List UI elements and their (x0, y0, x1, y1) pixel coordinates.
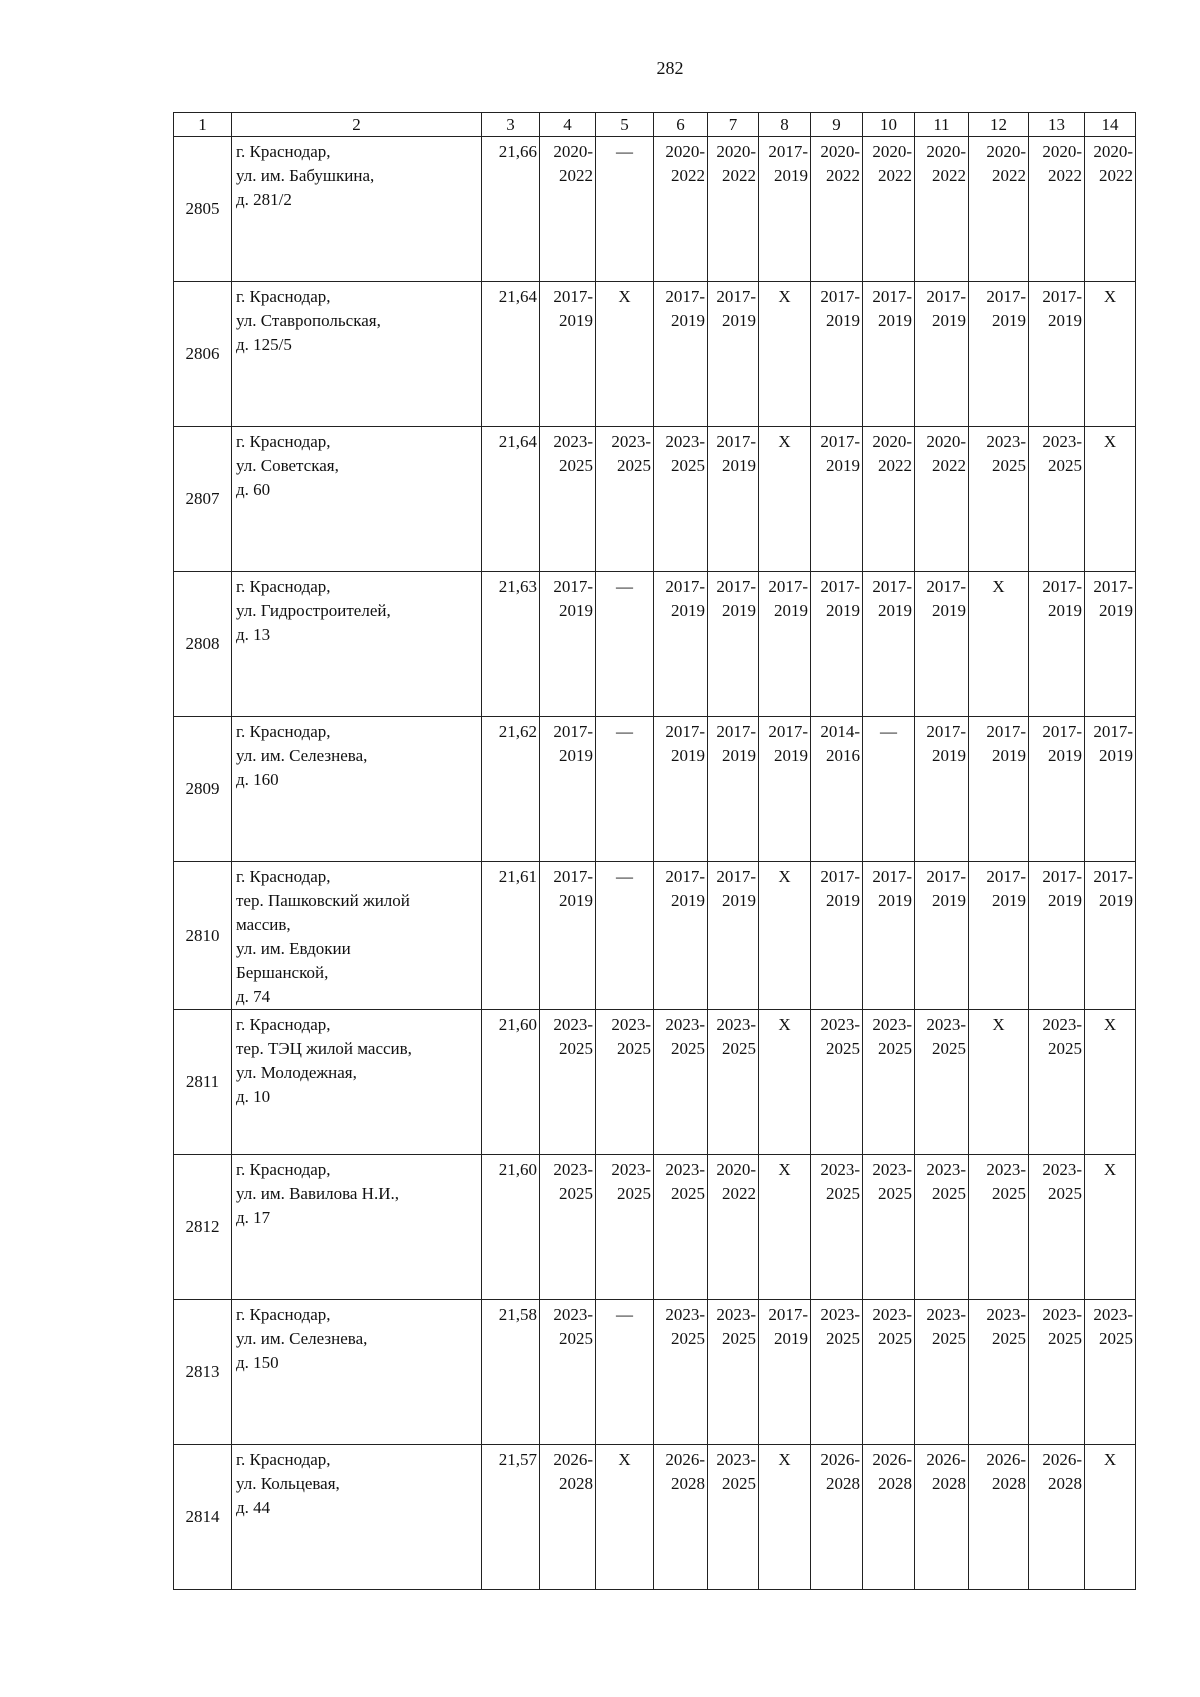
address-cell: г. Краснодар, ул. Гидростроителей, д. 13 (232, 572, 482, 717)
not-required-mark: Х (1085, 1010, 1136, 1155)
row-number: 2809 (174, 717, 232, 862)
period-cell: 2017- 2019 (811, 862, 863, 1010)
not-required-mark: Х (1085, 282, 1136, 427)
period-cell: 2023- 2025 (540, 427, 596, 572)
address-cell: г. Краснодар, ул. им. Бабушкина, д. 281/2 (232, 137, 482, 282)
dash-mark: — (596, 862, 654, 1010)
period-cell: 2023- 2025 (1029, 1010, 1085, 1155)
row-number: 2810 (174, 862, 232, 1010)
period-cell: 2017- 2019 (759, 1300, 811, 1445)
period-cell: 2023- 2025 (596, 1010, 654, 1155)
column-header-2: 2 (232, 113, 482, 137)
not-required-mark: Х (759, 1445, 811, 1590)
period-cell: 2023- 2025 (654, 1010, 708, 1155)
period-cell: 2023- 2025 (969, 427, 1029, 572)
period-cell: 2020- 2022 (811, 137, 863, 282)
row-number: 2813 (174, 1300, 232, 1445)
period-cell: 2017- 2019 (654, 717, 708, 862)
column-header-11: 11 (915, 113, 969, 137)
column-header-6: 6 (654, 113, 708, 137)
period-cell: 2023- 2025 (654, 1155, 708, 1300)
period-cell: 2020- 2022 (863, 137, 915, 282)
column-header-13: 13 (1029, 113, 1085, 137)
period-cell: 2017- 2019 (540, 282, 596, 427)
period-cell: 2017- 2019 (1085, 862, 1136, 1010)
period-cell: 2017- 2019 (969, 282, 1029, 427)
period-cell: 2017- 2019 (654, 572, 708, 717)
period-cell: 2017- 2019 (708, 717, 759, 862)
period-cell: 2017- 2019 (654, 282, 708, 427)
not-required-mark: Х (1085, 1445, 1136, 1590)
table-body (174, 113, 1136, 1590)
column-header-10: 10 (863, 113, 915, 137)
not-required-mark: Х (759, 862, 811, 1010)
period-cell: 2020- 2022 (915, 137, 969, 282)
column-header-14: 14 (1085, 113, 1136, 137)
column-header-12: 12 (969, 113, 1029, 137)
table-row (174, 282, 1136, 427)
column-header-4: 4 (540, 113, 596, 137)
row-number: 2806 (174, 282, 232, 427)
period-cell: 2026- 2028 (654, 1445, 708, 1590)
table-row (174, 862, 1136, 1010)
period-cell: 2020- 2022 (863, 427, 915, 572)
period-cell: 2017- 2019 (759, 717, 811, 862)
dash-mark: — (596, 137, 654, 282)
not-required-mark: Х (759, 427, 811, 572)
period-cell: 2023- 2025 (708, 1010, 759, 1155)
period-cell: 2020- 2022 (1085, 137, 1136, 282)
period-cell: 2023- 2025 (596, 427, 654, 572)
period-cell: 2026- 2028 (540, 1445, 596, 1590)
period-cell: 2026- 2028 (915, 1445, 969, 1590)
indicator-value-cell: 21,63 (482, 572, 540, 717)
period-cell: 2023- 2025 (811, 1010, 863, 1155)
table-row (174, 427, 1136, 572)
period-cell: 2017- 2019 (915, 862, 969, 1010)
period-cell: 2026- 2028 (1029, 1445, 1085, 1590)
indicator-value-cell: 21,58 (482, 1300, 540, 1445)
period-cell: 2017- 2019 (1085, 717, 1136, 862)
period-cell: 2020- 2022 (708, 137, 759, 282)
period-cell: 2020- 2022 (969, 137, 1029, 282)
period-cell: 2017- 2019 (708, 427, 759, 572)
not-required-mark: Х (1085, 1155, 1136, 1300)
dash-mark: — (596, 1300, 654, 1445)
period-cell: 2023- 2025 (969, 1155, 1029, 1300)
row-number: 2811 (174, 1010, 232, 1155)
not-required-mark: Х (759, 1010, 811, 1155)
period-cell: 2017- 2019 (1029, 717, 1085, 862)
address-cell: г. Краснодар, ул. Советская, д. 60 (232, 427, 482, 572)
address-cell: г. Краснодар, ул. Ставропольская, д. 125/5 (232, 282, 482, 427)
column-header-9: 9 (811, 113, 863, 137)
column-header-7: 7 (708, 113, 759, 137)
table-row (174, 137, 1136, 282)
period-cell: 2023- 2025 (863, 1010, 915, 1155)
column-header-1: 1 (174, 113, 232, 137)
period-cell: 2014- 2016 (811, 717, 863, 862)
column-header-3: 3 (482, 113, 540, 137)
period-cell: 2023- 2025 (654, 427, 708, 572)
dash-mark: — (596, 572, 654, 717)
period-cell: 2017- 2019 (863, 282, 915, 427)
not-required-mark: Х (969, 1010, 1029, 1155)
not-required-mark: Х (969, 572, 1029, 717)
not-required-mark: Х (1085, 427, 1136, 572)
page-number: 282 (656, 58, 684, 78)
indicator-value-cell: 21,64 (482, 427, 540, 572)
address-cell: г. Краснодар, ул. им. Селезнева, д. 150 (232, 1300, 482, 1445)
period-cell: 2020- 2022 (708, 1155, 759, 1300)
period-cell: 2017- 2019 (1029, 862, 1085, 1010)
row-number: 2812 (174, 1155, 232, 1300)
period-cell: 2023- 2025 (1029, 1155, 1085, 1300)
indicator-value-cell: 21,66 (482, 137, 540, 282)
period-cell: 2017- 2019 (811, 427, 863, 572)
period-cell: 2023- 2025 (654, 1300, 708, 1445)
row-number: 2814 (174, 1445, 232, 1590)
period-cell: 2017- 2019 (654, 862, 708, 1010)
row-number: 2805 (174, 137, 232, 282)
period-cell: 2017- 2019 (863, 862, 915, 1010)
period-cell: 2023- 2025 (863, 1300, 915, 1445)
period-cell: 2020- 2022 (915, 427, 969, 572)
period-cell: 2026- 2028 (811, 1445, 863, 1590)
period-cell: 2017- 2019 (969, 862, 1029, 1010)
period-cell: 2017- 2019 (915, 717, 969, 862)
address-cell: г. Краснодар, ул. им. Вавилова Н.И., д. 17 (232, 1155, 482, 1300)
address-cell: г. Краснодар, тер. ТЭЦ жилой массив, ул. Молодежная, д. 10 (232, 1010, 482, 1155)
period-cell: 2017- 2019 (1029, 572, 1085, 717)
period-cell: 2017- 2019 (759, 137, 811, 282)
period-cell: 2017- 2019 (540, 572, 596, 717)
not-required-mark: Х (759, 1155, 811, 1300)
period-cell: 2017- 2019 (811, 282, 863, 427)
table-row (174, 1445, 1136, 1590)
not-required-mark: Х (596, 282, 654, 427)
table-row (174, 1155, 1136, 1300)
period-cell: 2023- 2025 (811, 1155, 863, 1300)
period-cell: 2020- 2022 (654, 137, 708, 282)
address-cell: г. Краснодар, ул. Кольцевая, д. 44 (232, 1445, 482, 1590)
indicator-value-cell: 21,57 (482, 1445, 540, 1590)
indicator-value-cell: 21,61 (482, 862, 540, 1010)
period-cell: 2020- 2022 (540, 137, 596, 282)
dash-mark: — (596, 717, 654, 862)
period-cell: 2023- 2025 (540, 1155, 596, 1300)
period-cell: 2023- 2025 (863, 1155, 915, 1300)
period-cell: 2023- 2025 (708, 1300, 759, 1445)
period-cell: 2023- 2025 (1029, 1300, 1085, 1445)
indicator-value-cell: 21,60 (482, 1010, 540, 1155)
period-cell: 2017- 2019 (759, 572, 811, 717)
period-cell: 2017- 2019 (708, 572, 759, 717)
period-cell: 2017- 2019 (863, 572, 915, 717)
period-cell: 2023- 2025 (915, 1155, 969, 1300)
column-header-5: 5 (596, 113, 654, 137)
address-cell: г. Краснодар, ул. им. Селезнева, д. 160 (232, 717, 482, 862)
table-row (174, 717, 1136, 862)
period-cell: 2023- 2025 (540, 1300, 596, 1445)
period-cell: 2023- 2025 (915, 1010, 969, 1155)
indicator-value-cell: 21,60 (482, 1155, 540, 1300)
period-cell: 2017- 2019 (708, 862, 759, 1010)
indicator-value-cell: 21,64 (482, 282, 540, 427)
period-cell: 2017- 2019 (915, 282, 969, 427)
not-required-mark: Х (759, 282, 811, 427)
period-cell: 2017- 2019 (540, 862, 596, 1010)
indicator-value-cell: 21,62 (482, 717, 540, 862)
period-cell: 2017- 2019 (915, 572, 969, 717)
housing-register-table (173, 112, 1136, 1590)
period-cell: 2017- 2019 (540, 717, 596, 862)
table-row (174, 1300, 1136, 1445)
period-cell: 2020- 2022 (1029, 137, 1085, 282)
column-header-8: 8 (759, 113, 811, 137)
period-cell: 2023- 2025 (540, 1010, 596, 1155)
period-cell: 2023- 2025 (915, 1300, 969, 1445)
row-number: 2808 (174, 572, 232, 717)
table-row (174, 1010, 1136, 1155)
period-cell: 2023- 2025 (969, 1300, 1029, 1445)
period-cell: 2017- 2019 (811, 572, 863, 717)
period-cell: 2017- 2019 (1085, 572, 1136, 717)
period-cell: 2023- 2025 (1029, 427, 1085, 572)
period-cell: 2023- 2025 (811, 1300, 863, 1445)
dash-mark: — (863, 717, 915, 862)
column-number-header-row (174, 113, 1136, 137)
period-cell: 2017- 2019 (708, 282, 759, 427)
period-cell: 2026- 2028 (863, 1445, 915, 1590)
period-cell: 2023- 2025 (708, 1445, 759, 1590)
period-cell: 2017- 2019 (969, 717, 1029, 862)
period-cell: 2023- 2025 (1085, 1300, 1136, 1445)
period-cell: 2017- 2019 (1029, 282, 1085, 427)
not-required-mark: Х (596, 1445, 654, 1590)
address-cell: г. Краснодар, тер. Пашковский жилой массив, ул. им. Евдокии Бершанской, д. 74 (232, 862, 482, 1010)
row-number: 2807 (174, 427, 232, 572)
period-cell: 2026- 2028 (969, 1445, 1029, 1590)
table-row (174, 572, 1136, 717)
period-cell: 2023- 2025 (596, 1155, 654, 1300)
